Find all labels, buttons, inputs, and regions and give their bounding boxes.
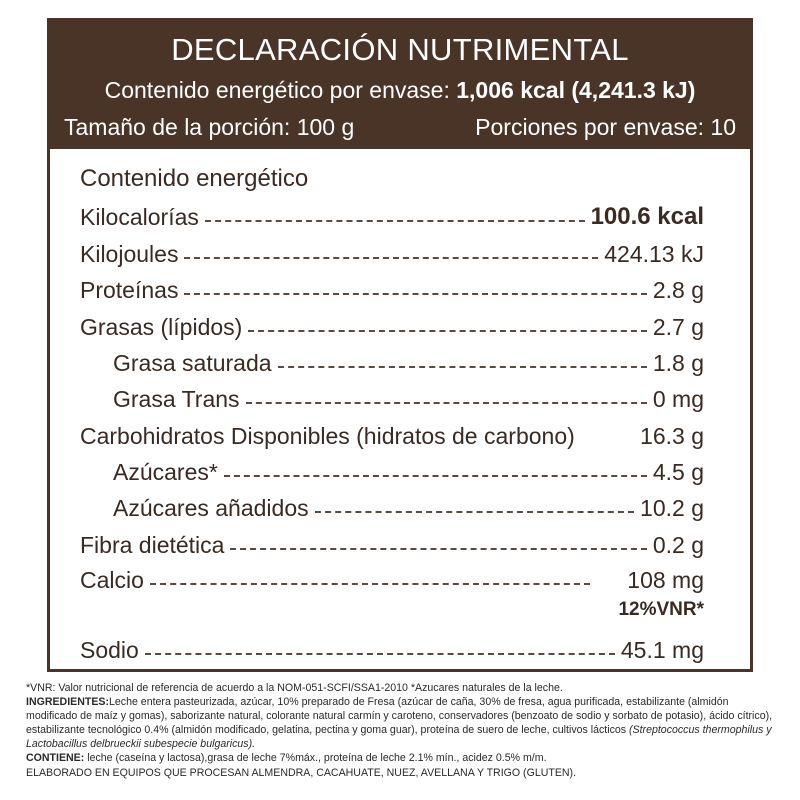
row-value: 16.3 g	[640, 422, 704, 449]
row-fibra	[80, 528, 704, 562]
dot-leader	[248, 330, 647, 332]
ingredients	[26, 695, 780, 751]
dot-leader	[230, 548, 646, 550]
row-kilojoules	[80, 237, 704, 271]
energy-per-container	[50, 71, 750, 109]
row-value: 108 mg	[627, 566, 704, 593]
row-label: Fibra dietética	[80, 531, 225, 558]
ingredients-label: INGREDIENTES:	[26, 696, 109, 709]
row-label: Carbohidratos Disponibles (hidratos de carbono)	[80, 422, 575, 449]
contains-text: leche (caseína y lactosa),grasa de leche 7%máx., proteína de leche 2.1% mín., acidez 0.5% m/m.	[84, 752, 547, 765]
row-value: 100.6 kcal	[590, 203, 704, 230]
row-sodio	[80, 633, 704, 667]
row-label: Grasa saturada	[113, 349, 272, 376]
row-value: 4.5 g	[652, 458, 704, 485]
row-label: Azúcares*	[113, 458, 218, 485]
row-label: Grasa Trans	[113, 385, 240, 412]
serving-size: Tamaño de la porción: 100 g	[64, 114, 355, 140]
row-value: 2.7 g	[652, 313, 704, 340]
dot-leader	[278, 366, 647, 368]
row-value: 424.13 kJ	[604, 240, 704, 267]
dot-leader	[205, 220, 585, 222]
ingredients-text: Leche entera pasteurizada, azúcar, 10% preparado de Fresa (azúcar de caña, 30% de fresa, agua purificada, estabilizante (almidón modificado de maíz y gomas), saborizante natural, colorante natural carmín y caroteno, conservadores (benzoato de sodio y sorbato de potasio), ácido cítrico), estabilizante tecnológico 0.4% (almidón modificado, gelatina, pectina y goma guar), proteína de suero de leche, cultivos lácticos	[26, 696, 773, 737]
row-grasa-saturada	[80, 346, 704, 380]
row-azucares	[80, 455, 704, 489]
row-label: Proteínas	[80, 276, 179, 303]
row-kilocalorias	[80, 200, 704, 234]
dot-leader	[246, 402, 647, 404]
dot-leader	[184, 293, 646, 295]
dot-leader	[145, 653, 615, 655]
energy-label: Contenido energético por envase:	[104, 77, 457, 103]
section-label: Contenido energético	[80, 165, 309, 192]
cultures-text: (Streptococcus thermophilus y Lactobacillus delbrueckii subespecie bulgaricus).	[26, 724, 772, 751]
row-value: 45.1 mg	[620, 636, 704, 663]
row-grasas	[80, 310, 704, 344]
vnr-percent: 12%VNR*	[618, 599, 704, 620]
servings-per-container: Porciones por envase: 10	[475, 114, 736, 140]
row-proteinas	[80, 273, 704, 307]
row-azucares-anadidos	[80, 491, 704, 525]
nutrition-panel	[47, 18, 753, 672]
dot-leader	[315, 511, 634, 513]
energy-value: 1,006 kcal (4,241.3 kJ)	[456, 77, 696, 103]
row-label: Azúcares añadidos	[113, 494, 309, 521]
serving-info	[50, 109, 750, 145]
panel-header	[50, 21, 750, 149]
dot-leader	[184, 257, 598, 259]
vnr-note: *VNR: Valor nutricional de referencia de acuerdo a la NOM-051-SCFI/SSA1-2010 *Azucares naturales de la leche.	[26, 682, 563, 694]
row-label: Kilocalorías	[80, 203, 199, 230]
row-label: Calcio	[80, 566, 144, 593]
row-value: 0 mg	[652, 385, 704, 412]
label-footer	[26, 681, 780, 780]
row-label: Sodio	[80, 636, 139, 663]
row-label: Kilojoules	[80, 240, 179, 267]
contains	[26, 751, 780, 765]
row-calcio	[80, 563, 704, 597]
row-carbohidratos	[80, 419, 704, 453]
allergen-warning: ELABORADO EN EQUIPOS QUE PROCESAN ALMENDRA, CACAHUATE, NUEZ, AVELLANA Y TRIGO (GLUTEN).	[26, 766, 577, 779]
panel-title: DECLARACIÓN NUTRIMENTAL	[171, 32, 629, 67]
dot-leader	[150, 583, 590, 585]
row-grasa-trans	[80, 382, 704, 416]
row-value: 0.2 g	[652, 531, 704, 558]
row-value: 10.2 g	[640, 494, 704, 521]
dot-leader	[224, 475, 647, 477]
contains-label: CONTIENE:	[26, 752, 85, 765]
row-label: Grasas (lípidos)	[80, 313, 243, 340]
row-value: 2.8 g	[652, 276, 704, 303]
row-value: 1.8 g	[652, 349, 704, 376]
